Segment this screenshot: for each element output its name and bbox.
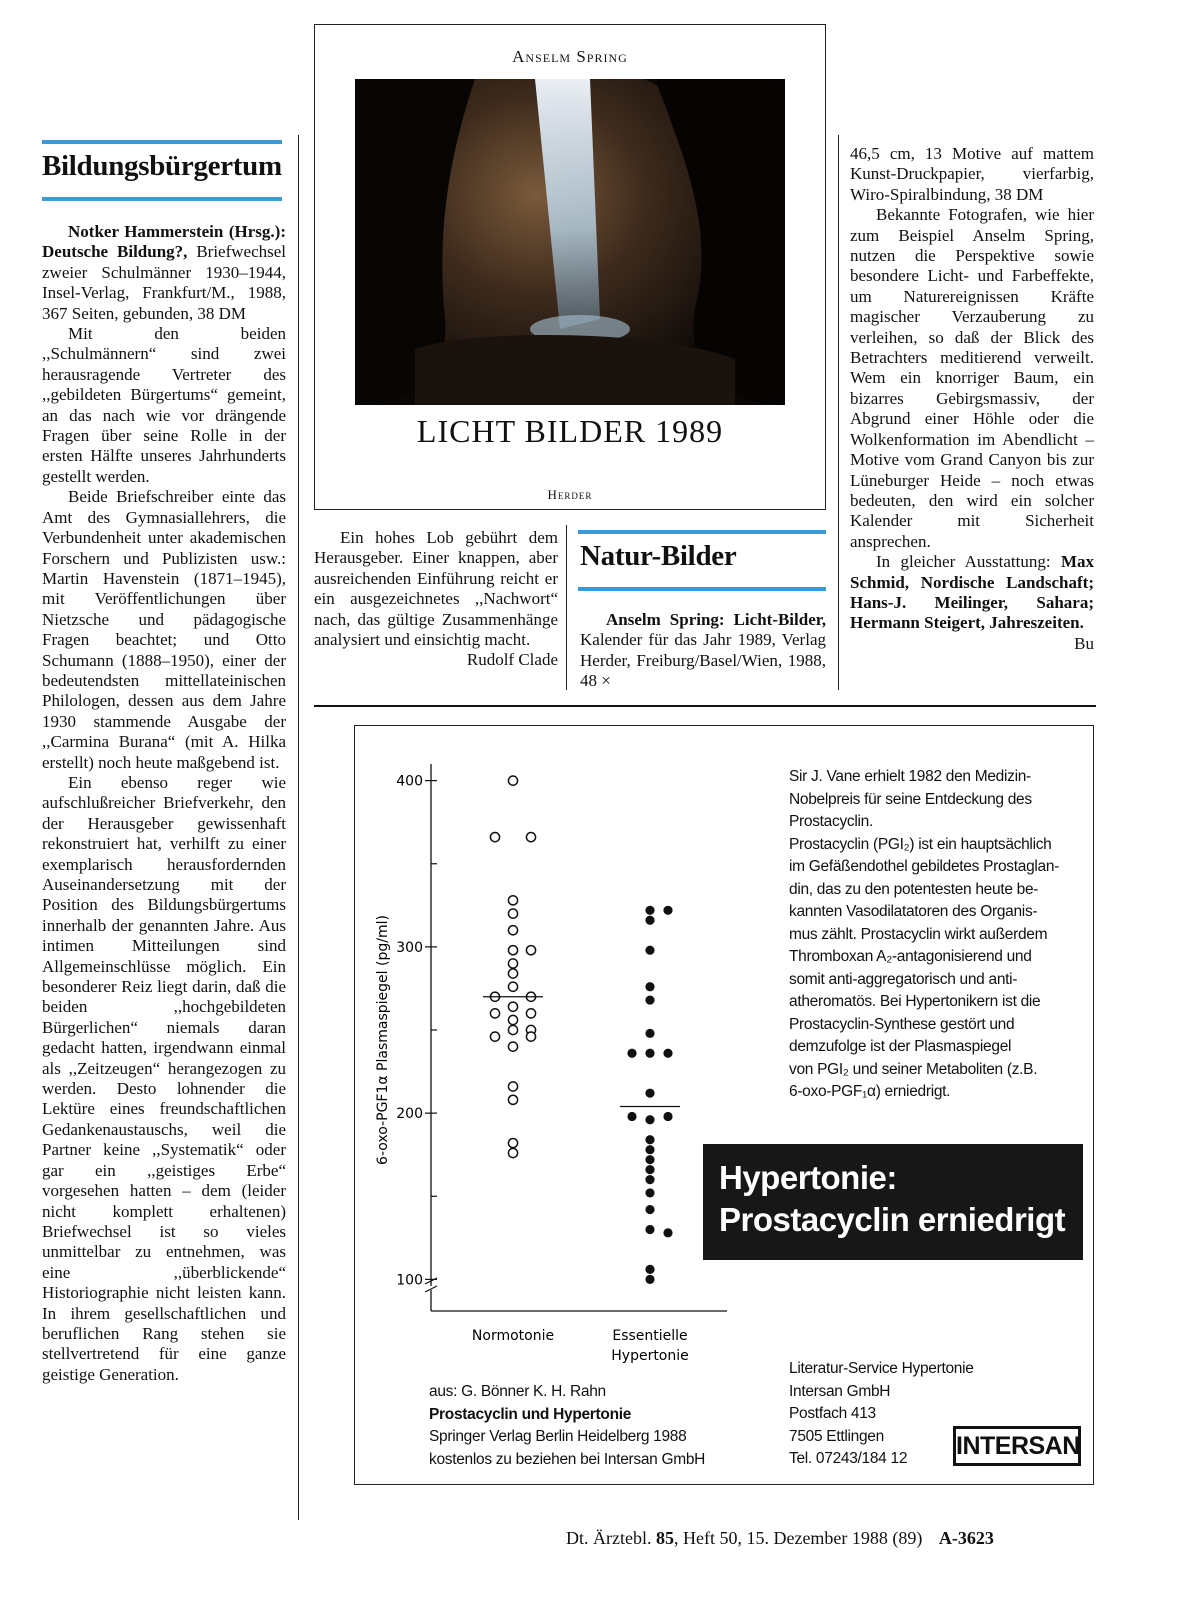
- y-tick-label: 400: [396, 773, 423, 790]
- scatter-chart: [355, 726, 735, 1376]
- hypertonie-point: [645, 916, 654, 925]
- hypertonie-point: [645, 1145, 654, 1154]
- hypertonie-point: [645, 1155, 654, 1164]
- hypertonie-point: [645, 1175, 654, 1184]
- normotonie-point: [490, 1009, 499, 1018]
- normotonie-point: [526, 1032, 535, 1041]
- middle-text-block: [314, 528, 558, 671]
- normotonie-point: [526, 833, 535, 842]
- normotonie-point: [508, 1025, 517, 1034]
- ad-source: [429, 1381, 759, 1471]
- hypertonie-point: [645, 1275, 654, 1284]
- normotonie-point: [508, 1082, 517, 1091]
- hypertonie-point: [645, 1225, 654, 1234]
- hypertonie-point: [645, 1205, 654, 1214]
- normotonie-point: [508, 946, 517, 955]
- ad-description-line: im Gefäßendothel gebildetes Prostaglan-: [789, 858, 1060, 875]
- x-category-label: Essentielle: [612, 1328, 688, 1344]
- hypertonie-point: [645, 906, 654, 915]
- paragraph-text: Beide Briefschreiber einte das Amt des Gymnasiallehrers, die Verbundenheit unter akademischen Forschern und Publizisten usw.: Martin Havenstein (1871–1945), mit Veröffentlichungen über Nietzsche und pädagogische Fragen beachtet; und Otto Schumann (1888–1950), einer der bedeutendsten mittellateinischen Philologen, dessen aus dem Jahre 1930 stammende Ausgabe der ,,Carmina Burana“ (mit A. Hilka erstellt) noch heute maßgebend ist.: [42, 487, 286, 772]
- ad-description-line: demzufolge ist der Plasmaspiegel: [789, 1038, 1012, 1055]
- normotonie-point: [508, 776, 517, 785]
- left-paragraph: [42, 324, 286, 487]
- normotonie-point: [526, 1009, 535, 1018]
- natur-intro-bold: Anselm Spring: Licht-Bilder,: [606, 610, 826, 629]
- paragraph-text: Mit den beiden ,,Schulmännern“ sind zwei herausragende Vertreter des ,,gebildeten Bürgertums“ gemeint, an das nach wie vor drängende Fragen über seine Rolle in der ersten Hälfte unseres Jahrhunderts gestellt werden.: [42, 324, 286, 486]
- hypertonie-point: [663, 906, 672, 915]
- hypertonie-point: [645, 1029, 654, 1038]
- normotonie-point: [508, 969, 517, 978]
- right-p3-sign: Bu: [1074, 633, 1094, 653]
- left-paragraph: [42, 773, 286, 1385]
- hypertonie-point: [645, 1115, 654, 1124]
- left-article-heading: Bildungsbürgertum: [42, 150, 282, 182]
- y-tick-label: 100: [396, 1272, 423, 1289]
- ad-description-line: Thromboxan A₂-antagonisierend und: [789, 948, 1032, 965]
- ad-address-line: 7505 Ettlingen: [789, 1427, 884, 1445]
- hypertonie-point: [663, 1112, 672, 1121]
- column-divider-left: [298, 135, 299, 1520]
- left-heading-bottom-rule: [42, 197, 282, 201]
- ad-description-line: kannten Vasodilatatoren des Organis-: [789, 903, 1038, 920]
- footer-volume: 85: [655, 1528, 674, 1548]
- ad-address-line: Literatur-Service Hypertonie: [789, 1360, 974, 1377]
- page-footer: [566, 1528, 1096, 1549]
- normotonie-point: [508, 1002, 517, 1011]
- column-divider-right: [838, 135, 839, 690]
- hypertonie-point: [627, 1049, 636, 1058]
- ad-description-line: Prostacyclin.: [789, 813, 873, 830]
- ad-description-line: atheromatös. Bei Hypertonikern ist die: [789, 993, 1041, 1010]
- paragraph-text: Briefwechsel zweier Schulmänner 1930–1944, Insel-Verlag, Frankfurt/M., 1988, 367 Seiten, gebunden, 38 DM: [42, 242, 286, 323]
- calendar-cover: [314, 24, 826, 510]
- calendar-title: LICHT BILDER 1989: [416, 413, 724, 449]
- natur-heading-bottom-rule: [578, 587, 826, 591]
- ad-description-line: Nobelpreis für seine Entdeckung des: [789, 790, 1032, 808]
- left-paragraph: [42, 487, 286, 773]
- hypertonie-point: [645, 1265, 654, 1274]
- normotonie-point: [508, 926, 517, 935]
- natur-article-heading: Natur-Bilder: [580, 540, 737, 572]
- hypertonie-point: [645, 995, 654, 1004]
- cave-photo: [355, 79, 785, 405]
- left-paragraph: [42, 222, 286, 324]
- hypertonie-point: [645, 1089, 654, 1098]
- hypertonie-point: [645, 1049, 654, 1058]
- normotonie-point: [526, 946, 535, 955]
- y-axis-label: 6-oxo-PGF1α Plasmaspiegel (pg/ml): [375, 915, 391, 1165]
- hypertonie-point: [663, 1228, 672, 1237]
- ad-description: [789, 766, 1089, 1104]
- advert-top-rule: [314, 705, 1096, 707]
- right-p3-bold: Max Schmid, Nordische Landschaft; Hans-J. Meilinger, Sahara; Hermann Steigert, Jahreszeiten.: [850, 552, 1094, 633]
- hypertonie-point: [627, 1112, 636, 1121]
- natur-intro-text: Kalender für das Jahr 1989, Verlag Herder, Freiburg/Basel/Wien, 1988, 48 ×: [580, 630, 826, 691]
- normotonie-point: [508, 982, 517, 991]
- calendar-publisher: Herder: [547, 487, 593, 502]
- ad-headline-2: Prostacyclin erniedrigt: [719, 1201, 1066, 1238]
- column-divider-middle: [566, 525, 567, 690]
- hypertonie-point: [645, 946, 654, 955]
- footer-journal: Dt. Ärztebl.: [566, 1528, 652, 1548]
- right-p2: Bekannte Fotografen, wie hier zum Beispiel Anselm Spring, nutzen die Perspektive sowie besondere Licht- und Farbeffekte, um Naturereignissen Kräfte magischer Verzauberung zu verleihen, so daß der Blick des Betrachters meditierend verweilt. Wem ein knorriger Baum, ein bizarres Gebirgsmassiv, der Abgrund einer Höhle oder die Wolkenformation im Abendlicht – Motive vom Grand Canyon bis zur Lüneburger Heide – noch etwas bedeuten, den wird ein solcher Kalender mit Sicherheit ansprechen.: [850, 205, 1094, 551]
- normotonie-point: [508, 1042, 517, 1051]
- hypertonie-point: [663, 1049, 672, 1058]
- normotonie-point: [508, 1148, 517, 1157]
- right-p1: 46,5 cm, 13 Motive auf mattem Kunst-Druckpapier, vierfarbig, Wiro-Spiralbindung, 38 DM: [850, 144, 1094, 204]
- natur-heading-top-rule: [578, 530, 826, 534]
- hypertonie-point: [645, 1165, 654, 1174]
- advertisement: [354, 725, 1094, 1485]
- ad-description-line: Prostacyclin (PGI₂) ist ein hauptsächlich: [789, 835, 1052, 853]
- normotonie-point: [490, 833, 499, 842]
- hypertonie-point: [645, 982, 654, 991]
- ad-headline-1: Hypertonie:: [719, 1159, 897, 1196]
- ad-source-line4: kostenlos zu beziehen bei Intersan GmbH: [429, 1450, 706, 1468]
- ad-description-line: din, das zu den potentesten heute be-: [789, 880, 1039, 898]
- normotonie-point: [508, 1015, 517, 1024]
- intersan-logo: INTERSAN: [953, 1426, 1081, 1466]
- ad-description-line: von PGI₂ und seiner Metaboliten (z.B.: [789, 1060, 1038, 1078]
- ad-source-line3: Springer Verlag Berlin Heidelberg 1988: [429, 1428, 687, 1445]
- ad-source-line1: aus: G. Bönner K. H. Rahn: [429, 1383, 606, 1400]
- ad-description-line: Sir J. Vane erhielt 1982 den Medizin-: [789, 768, 1031, 785]
- right-column-body: [850, 144, 1094, 654]
- right-p3-text: In gleicher Ausstattung:: [876, 552, 1061, 572]
- left-heading-top-rule: [42, 140, 282, 144]
- calendar-author: Anselm Spring: [512, 47, 628, 66]
- normotonie-point: [508, 1138, 517, 1147]
- footer-page-number: A-3623: [938, 1528, 994, 1548]
- ad-source-title: Prostacyclin und Hypertonie: [429, 1405, 632, 1423]
- normotonie-point: [490, 1032, 499, 1041]
- ad-description-line: mus zählt. Prostacyclin wirkt außerdem: [789, 925, 1048, 943]
- book-reference-bold: Notker Hammerstein (Hrsg.): Deutsche Bildung?,: [42, 222, 286, 262]
- y-tick-label: 300: [396, 939, 423, 956]
- normotonie-point: [508, 959, 517, 968]
- hypertonie-point: [645, 1188, 654, 1197]
- footer-issue: , Heft 50, 15. Dezember 1988 (89): [673, 1528, 923, 1548]
- ad-address-line: Tel. 07243/184 12: [789, 1450, 908, 1467]
- normotonie-point: [508, 1095, 517, 1104]
- ad-address-line: Postfach 413: [789, 1405, 876, 1422]
- ad-headline-box: [703, 1144, 1083, 1260]
- x-category-label: Normotonie: [471, 1328, 555, 1344]
- paragraph-text: Ein ebenso reger wie aufschlußreicher Briefverkehr, den der Herausgeber gewissenhaft rekonstruiert hat, verhilft zu einer exemplarisch herausfordernden Auseinandersetzung mit der Position des Bildungsbürgertums innerhalb der genannten Jahre. Aus intimen Mitteilungen sind Allgemeinschlüsse möglich. Ein besonderer Reiz liegt darin, daß die beiden ,,hochgebildeten Bürgerlichen“ niemals daran gedacht hatten, irgendwann einmal als ,,Zeitzeugen“ herangezogen zu werden. Desto lohnender die Lektüre eines freundschaftlichen Gedankenaustauschs, weil die Partner keine ,,Systematik“ oder gar ein ,,geistiges Erbe“ vorgesehen hatten – dem (leider nicht komplett erhaltenen) Briefwechsel ist so vieles unmittelbar zu entnehmen, was eine ,,überblickende“ Historiographie nicht leisten kann. In ihrem gesellschaftlichen und beruflichen Rang stehen sie stellvertretend für eine ganze geistige Generation.: [42, 772, 286, 1384]
- ad-description-line: Prostacyclin-Synthese gestört und: [789, 1015, 1015, 1033]
- normotonie-point: [508, 896, 517, 905]
- ad-address-line: Intersan GmbH: [789, 1382, 891, 1400]
- middle-text: Ein hohes Lob gebührt dem Herausgeber. Einer knappen, aber ausreichenden Einführung reicht er ein ausgezeichnetes ,,Nachwort“ nach, das gültige Zusammenhänge analysiert und einsichtig macht.: [314, 528, 558, 650]
- ad-description-line: 6-oxo-PGF₁α) erniedrigt.: [789, 1083, 951, 1100]
- review-author: Rudolf Clade: [466, 650, 558, 670]
- natur-article-intro: [580, 610, 826, 692]
- hypertonie-point: [645, 1135, 654, 1144]
- normotonie-point: [508, 909, 517, 918]
- ad-description-line: somit anti-aggregatorisch und anti-: [789, 970, 1018, 988]
- left-article-body: [42, 222, 286, 1385]
- y-tick-label: 200: [396, 1106, 423, 1123]
- x-category-label: Hypertonie: [611, 1348, 689, 1364]
